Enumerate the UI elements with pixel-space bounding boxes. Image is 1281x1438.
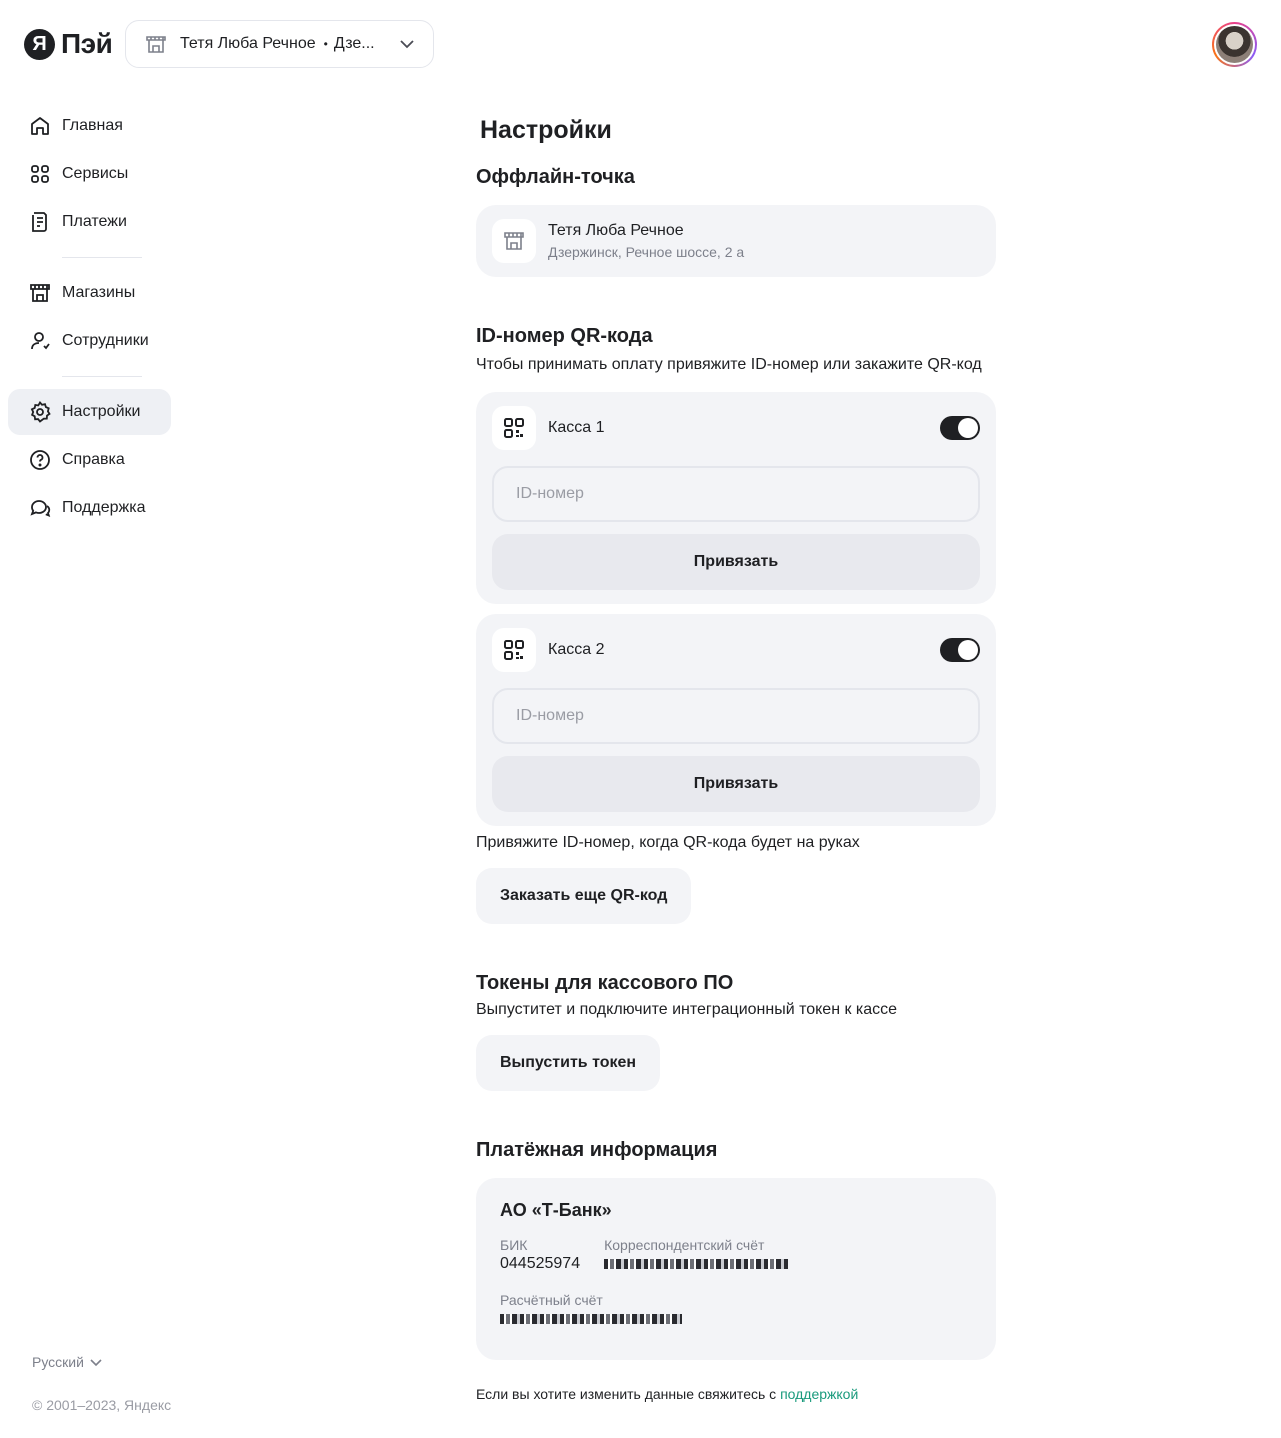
kassa-card xyxy=(476,614,996,826)
sidebar-item-payments[interactable] xyxy=(8,199,178,245)
store-icon xyxy=(28,281,52,305)
store-separator: • xyxy=(323,37,328,51)
avatar[interactable] xyxy=(1212,22,1257,67)
avatar-photo xyxy=(1216,26,1253,63)
chat-icon xyxy=(28,496,52,520)
sidebar-item-label: Главная xyxy=(62,117,123,134)
kassa-toggle[interactable] xyxy=(940,416,980,440)
qr-hint: Привяжите ID-номер, когда QR-кода будет на руках xyxy=(476,834,860,851)
support-note-text: Если вы хотите изменить данные свяжитесь с xyxy=(476,1386,781,1402)
qr-code-icon xyxy=(502,638,526,662)
bik-value: 044525974 xyxy=(500,1255,581,1272)
chevron-down-icon xyxy=(88,1354,104,1370)
tokens-heading: Токены для кассового ПО xyxy=(476,972,734,994)
nav-divider xyxy=(62,376,142,377)
sidebar-item-help[interactable] xyxy=(8,437,178,483)
help-icon xyxy=(28,448,52,472)
language-label: Русский xyxy=(32,1354,84,1370)
sidebar-item-label: Настройки xyxy=(62,403,141,420)
logo-text: Пэй xyxy=(61,28,113,59)
page-title: Настройки xyxy=(480,116,612,144)
issue-token-button[interactable]: Выпустить токен xyxy=(476,1035,660,1091)
offline-point-address: Дзержинск, Речное шоссе, 2 а xyxy=(548,244,745,260)
gear-icon xyxy=(28,400,52,424)
sidebar-nav xyxy=(8,103,178,533)
account-masked xyxy=(500,1314,682,1324)
sidebar-item-services[interactable] xyxy=(8,151,178,197)
order-qr-button[interactable]: Заказать еще QR-код xyxy=(476,868,691,924)
grid-icon xyxy=(28,162,52,186)
sidebar-item-label: Платежи xyxy=(62,213,127,230)
sidebar-item-stores[interactable] xyxy=(8,270,178,316)
offline-heading: Оффлайн-точка xyxy=(476,166,635,188)
bind-button[interactable]: Привязать xyxy=(492,534,980,590)
main-content xyxy=(476,112,996,1402)
sidebar-item-home[interactable] xyxy=(8,103,178,149)
language-selector[interactable] xyxy=(32,1354,104,1370)
sidebar-item-label: Магазины xyxy=(62,284,136,301)
store-icon xyxy=(502,229,526,253)
bik-label: БИК xyxy=(500,1237,528,1253)
sidebar-item-support[interactable] xyxy=(8,485,178,531)
payment-heading: Платёжная информация xyxy=(476,1139,718,1161)
corr-account-masked xyxy=(604,1259,788,1269)
logo-badge: Я xyxy=(24,29,55,60)
qr-description: Чтобы принимать оплату привяжите ID-номер или закажите QR-код xyxy=(476,356,982,373)
kassa-label: Касса 1 xyxy=(548,419,605,436)
offline-point-name: Тетя Люба Речное xyxy=(548,222,684,239)
store-name: Тетя Люба Речное xyxy=(180,35,316,52)
tokens-description: Выпуститет и подключите интеграционный токен к кассе xyxy=(476,1001,898,1018)
sidebar-item-employees[interactable] xyxy=(8,318,178,364)
payment-info-card xyxy=(476,1178,996,1360)
sidebar-item-settings[interactable] xyxy=(8,389,171,435)
copyright: © 2001–2023, Яндекс xyxy=(32,1397,172,1413)
kassa-card xyxy=(476,392,996,604)
person-icon xyxy=(28,329,52,353)
store-city: Дзе... xyxy=(333,35,375,52)
bind-button[interactable]: Привязать xyxy=(492,756,980,812)
sidebar-item-label: Сервисы xyxy=(62,165,129,182)
qr-heading: ID-номер QR-кода xyxy=(476,325,653,347)
chevron-down-icon xyxy=(397,34,417,54)
sidebar-item-label: Справка xyxy=(62,451,125,468)
sidebar-item-label: Сотрудники xyxy=(62,332,149,349)
offline-point-card[interactable] xyxy=(476,205,996,277)
bank-name: АО «Т-Банк» xyxy=(500,1200,612,1220)
account-label: Расчётный счёт xyxy=(500,1292,603,1308)
support-note xyxy=(476,1386,996,1402)
qr-code-icon xyxy=(502,416,526,440)
kassa-toggle[interactable] xyxy=(940,638,980,662)
id-number-input[interactable] xyxy=(492,466,980,522)
logo[interactable] xyxy=(24,28,112,60)
id-number-input[interactable] xyxy=(492,688,980,744)
corr-account-label: Корреспондентский счёт xyxy=(604,1237,765,1253)
home-icon xyxy=(28,114,52,138)
kassa-label: Касса 2 xyxy=(548,641,605,658)
receipt-icon xyxy=(28,210,52,234)
nav-divider xyxy=(62,257,142,258)
store-icon xyxy=(144,32,168,56)
store-selector[interactable] xyxy=(125,20,434,68)
support-link[interactable]: поддержкой xyxy=(780,1386,859,1402)
sidebar-item-label: Поддержка xyxy=(62,499,146,516)
